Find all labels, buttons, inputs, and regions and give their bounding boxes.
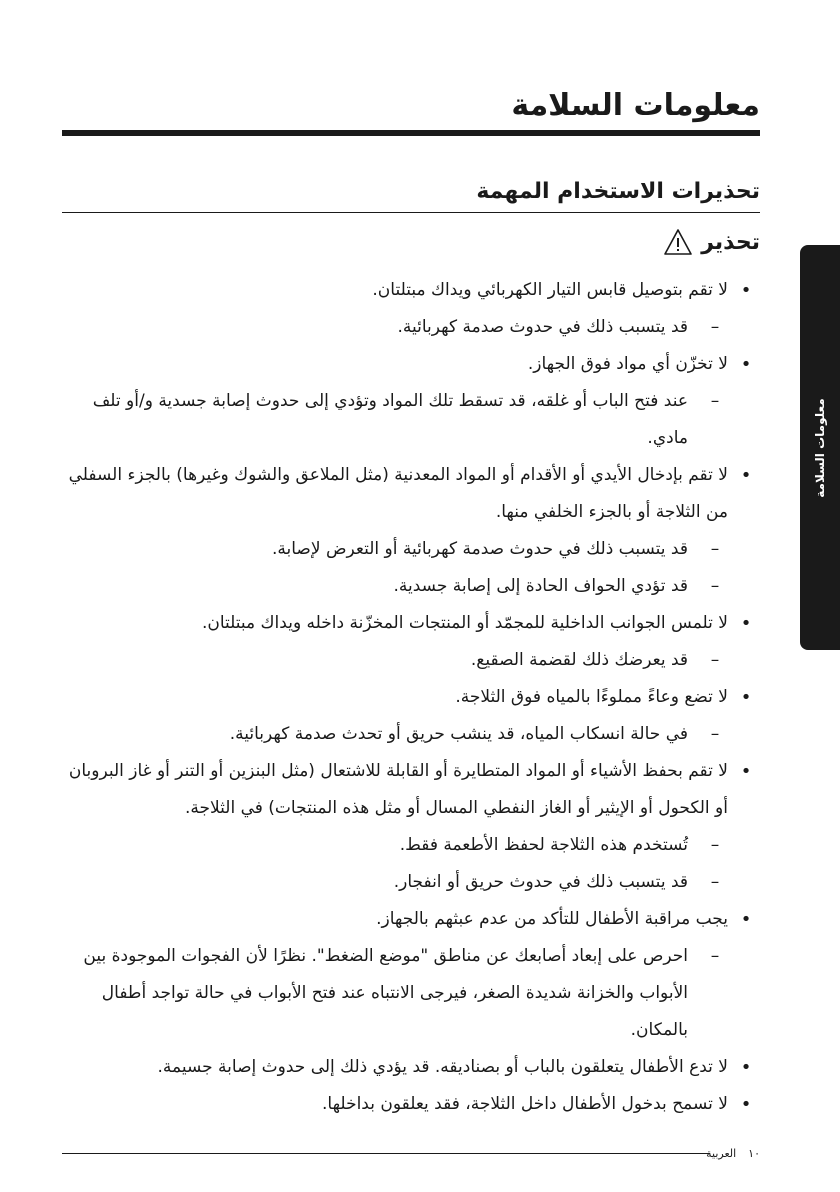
warning-item-text: لا تقم بإدخال الأيدي أو الأقدام أو المواد المعدنية (مثل الملاعق والشوك وغيرها) بالجزء السفلي من الثلاجة أو بالجزء الخلفي منها.: [68, 465, 728, 522]
side-tab-label: معلومات السلامة: [813, 397, 827, 498]
warning-item: [66, 272, 760, 309]
warning-item-text: يجب مراقبة الأطفال للتأكد من عدم عبثهم بالجهاز.: [376, 909, 728, 929]
page-number: ١٠: [748, 1147, 760, 1160]
dash-marker: –: [710, 576, 720, 596]
dash-marker: –: [710, 391, 720, 411]
warning-item: [66, 753, 760, 827]
warning-subitem-text: قد يتسبب ذلك في حدوث صدمة كهربائية.: [397, 317, 688, 337]
dash-marker: –: [710, 946, 720, 966]
warning-item-text: لا تضع وعاءً مملوءًا بالمياه فوق الثلاجة.: [455, 687, 728, 707]
warning-item: [66, 1049, 760, 1086]
title-rule: [62, 130, 760, 136]
warning-subitem-text: احرص على إبعاد أصابعك عن مناطق "موضع الضغط". نظرًا لأن الفجوات الموجودة بين الأبواب والخزانة شديدة الصغر، فيرجى الانتباه عند فتح الأبواب في حالة تواجد أطفال بالمكان.: [83, 946, 688, 1040]
dash-marker: –: [710, 872, 720, 892]
section-heading: تحذيرات الاستخدام المهمة: [476, 179, 760, 204]
warning-item-text: لا تخزّن أي مواد فوق الجهاز.: [527, 354, 728, 374]
dash-marker: –: [710, 724, 720, 744]
bullet-marker: •: [740, 1094, 752, 1115]
warning-item: [66, 1086, 760, 1123]
warning-item-text: لا تدع الأطفال يتعلقون بالباب أو بصناديقه. قد يؤدي ذلك إلى حدوث إصابة جسيمة.: [157, 1057, 728, 1077]
warning-item: [66, 605, 760, 642]
warning-subitem-text: في حالة انسكاب المياه، قد ينشب حريق أو تحدث صدمة كهربائية.: [229, 724, 688, 744]
warning-label: تحذير: [701, 229, 760, 255]
warning-list: [66, 272, 760, 1123]
warning-subitem-text: قد يتسبب ذلك في حدوث صدمة كهربائية أو التعرض لإصابة.: [272, 539, 688, 559]
warning-subitem: [66, 864, 760, 901]
dash-marker: –: [710, 650, 720, 670]
side-tab: [800, 245, 840, 650]
bullet-marker: •: [740, 613, 752, 634]
warning-subitem: [66, 938, 760, 1049]
bullet-marker: •: [740, 465, 752, 486]
warning-subitem-text: قد تؤدي الحواف الحادة إلى إصابة جسدية.: [393, 576, 688, 596]
warning-triangle-icon: [663, 228, 693, 256]
dash-marker: –: [710, 539, 720, 559]
warning-subitem: [66, 531, 760, 568]
footer-rule: [62, 1153, 710, 1154]
warning-subitem: [66, 827, 760, 864]
warning-subitem: [66, 309, 760, 346]
bullet-marker: •: [740, 909, 752, 930]
footer-language: العربية: [706, 1147, 737, 1160]
warning-header: [663, 228, 760, 256]
bullet-marker: •: [740, 687, 752, 708]
warning-subitem: [66, 642, 760, 679]
warning-subitem-text: قد يعرضك ذلك لقضمة الصقيع.: [470, 650, 688, 670]
warning-subitem: [66, 383, 760, 457]
footer: [706, 1145, 760, 1163]
warning-item-text: لا تسمح بدخول الأطفال داخل الثلاجة، فقد يعلقون بداخلها.: [322, 1094, 728, 1114]
page-title: معلومات السلامة: [511, 88, 760, 123]
warning-subitem-text: عند فتح الباب أو غلقه، قد تسقط تلك المواد وتؤدي إلى حدوث إصابة جسدية و/أو تلف مادي.: [92, 391, 688, 448]
warning-item-text: لا تقم بحفظ الأشياء أو المواد المتطايرة أو القابلة للاشتعال (مثل البنزين أو التنر أو غاز البروبان أو الكحول أو الإيثير أو الغاز النفطي المسال أو مثل هذه المنتجات) في الثلاجة.: [68, 761, 728, 818]
bullet-marker: •: [740, 280, 752, 301]
warning-subitem: [66, 568, 760, 605]
bullet-marker: •: [740, 761, 752, 782]
warning-item: [66, 679, 760, 716]
section-rule: [62, 212, 760, 213]
warning-subitem: [66, 716, 760, 753]
warning-item-text: لا تلمس الجوانب الداخلية للمجمّد أو المنتجات المخزّنة داخله ويداك مبتلتان.: [201, 613, 728, 633]
warning-item: [66, 901, 760, 938]
warning-item: [66, 457, 760, 531]
dash-marker: –: [710, 317, 720, 337]
warning-subitem-text: قد يتسبب ذلك في حدوث حريق أو انفجار.: [393, 872, 688, 892]
warning-item: [66, 346, 760, 383]
bullet-marker: •: [740, 1057, 752, 1078]
warning-subitem-text: تُستخدم هذه الثلاجة لحفظ الأطعمة فقط.: [399, 835, 688, 855]
dash-marker: –: [710, 835, 720, 855]
bullet-marker: •: [740, 354, 752, 375]
warning-item-text: لا تقم بتوصيل قابس التيار الكهربائي ويداك مبتلتان.: [372, 280, 728, 300]
